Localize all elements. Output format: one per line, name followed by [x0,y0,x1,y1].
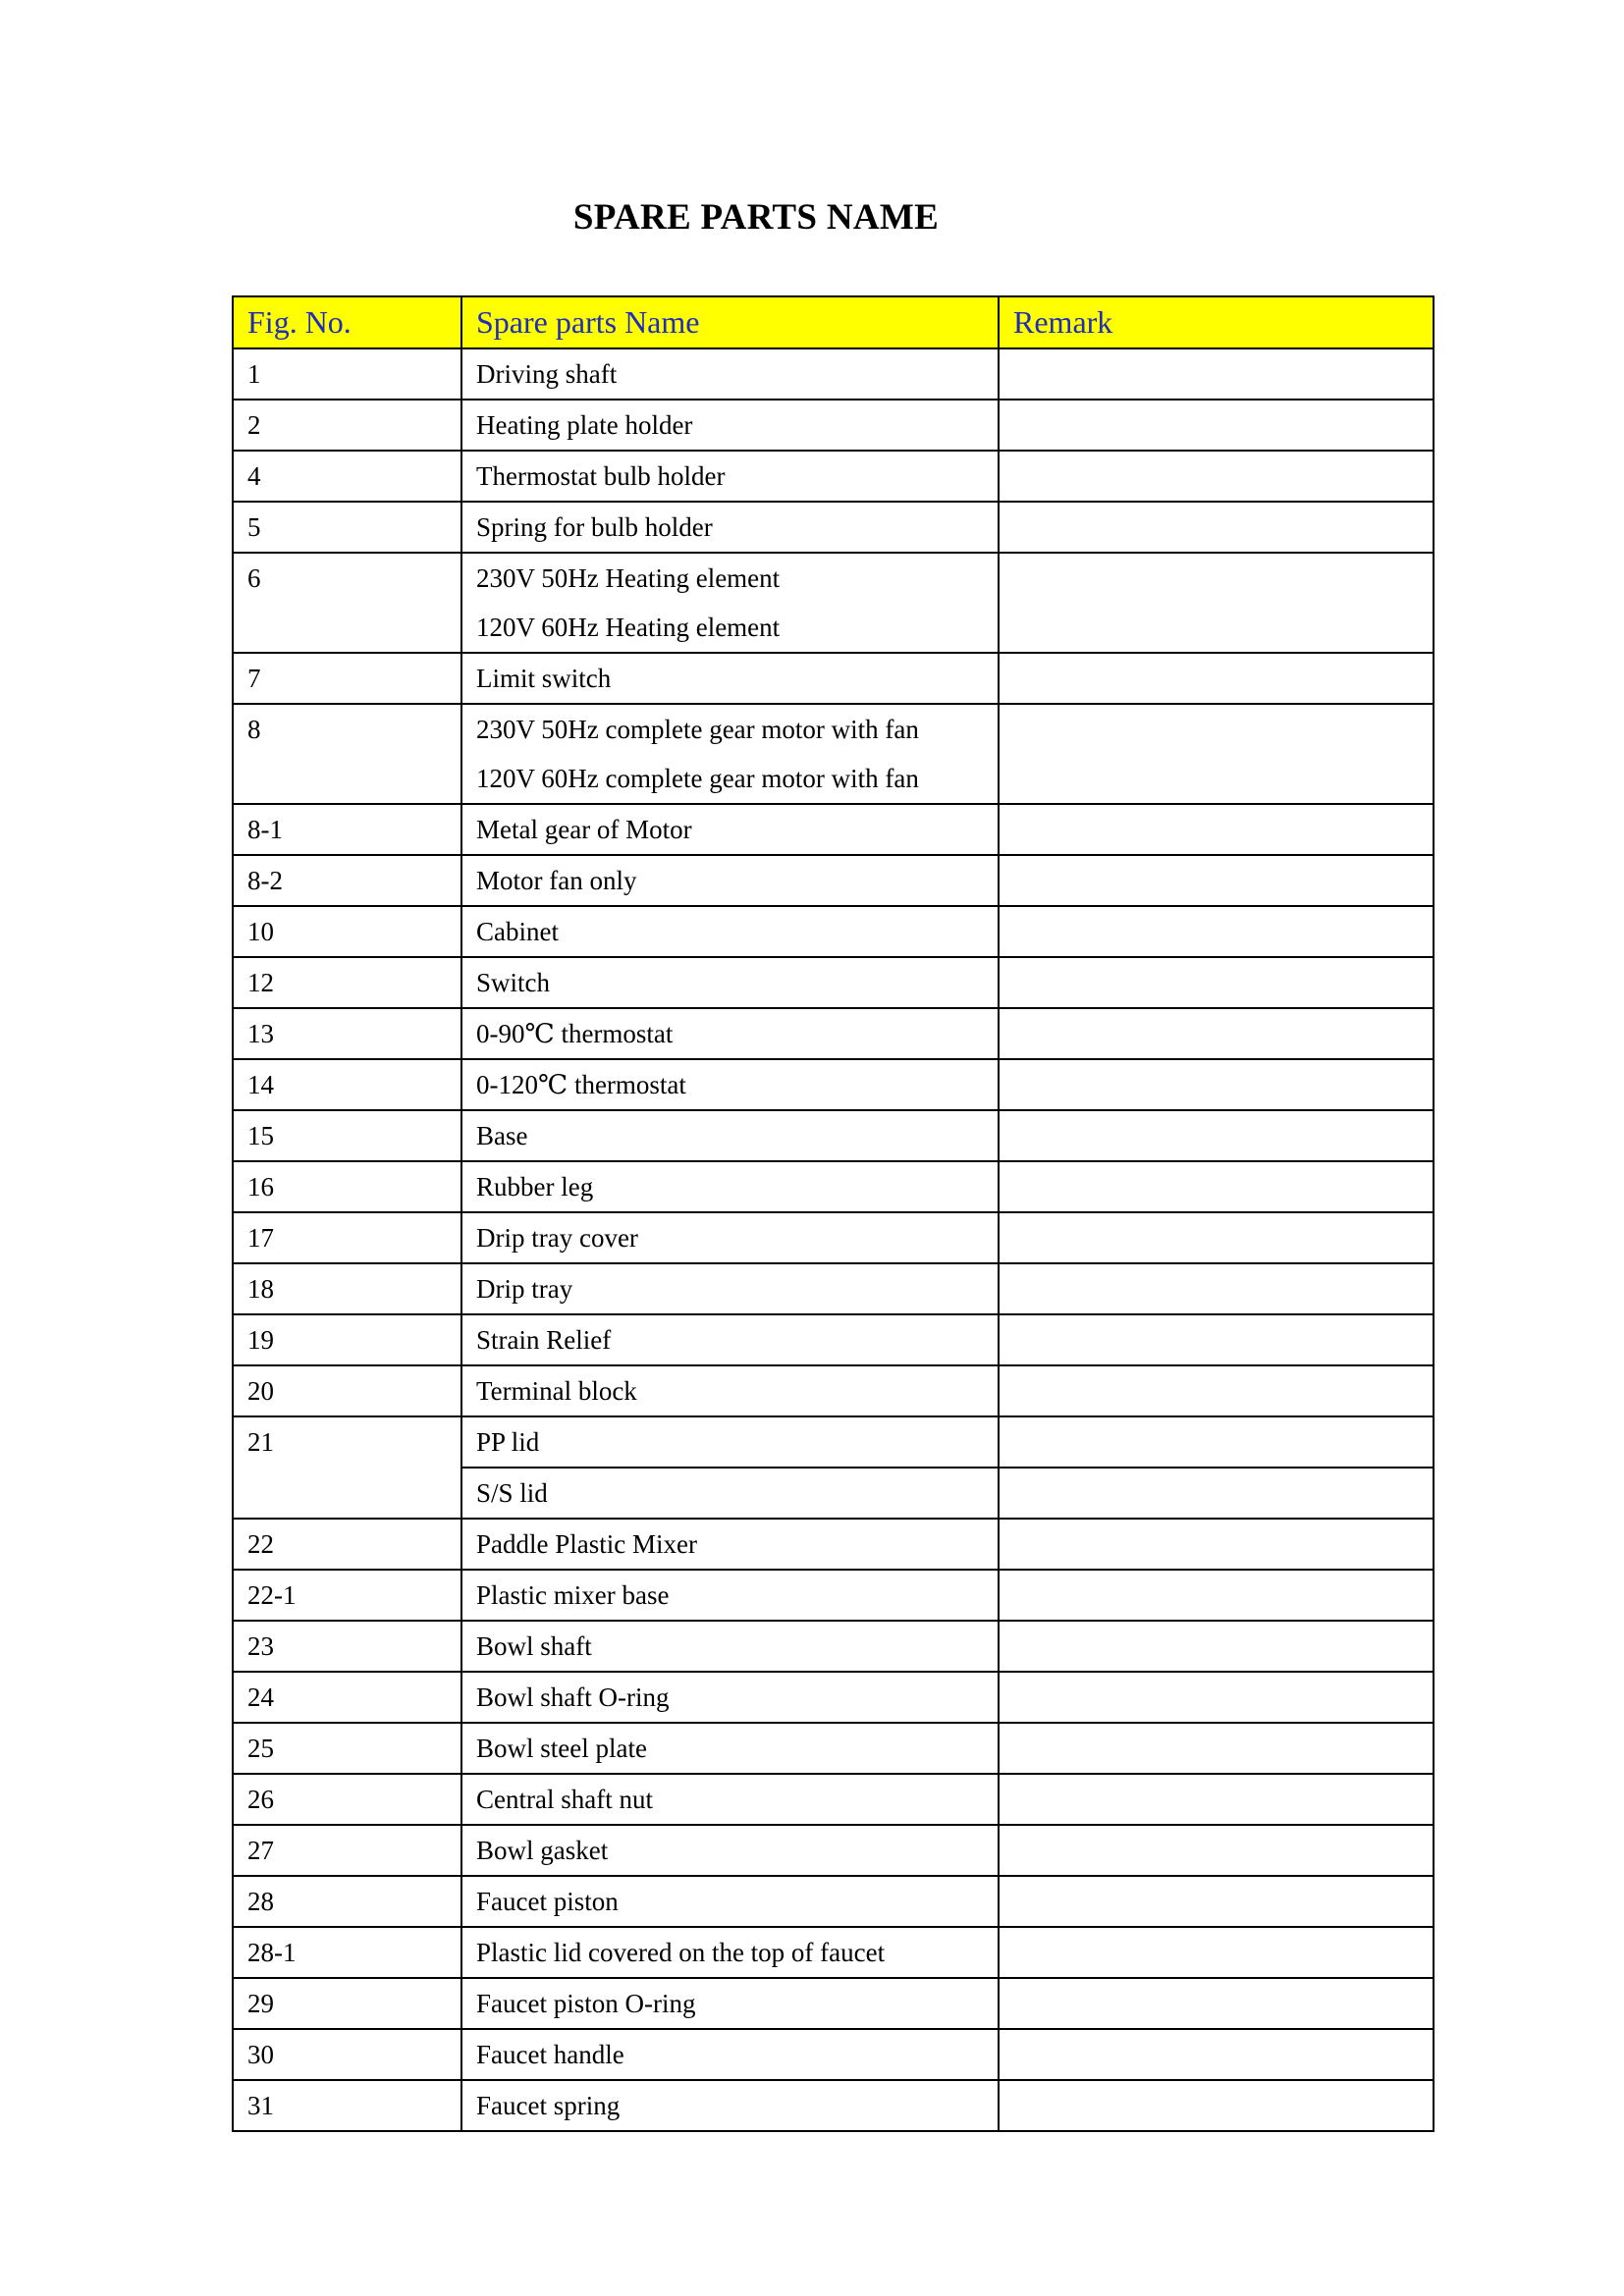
fig-no-cell: 22-1 [233,1570,461,1621]
fig-no-cell: 5 [233,502,461,553]
part-name-cell: Bowl shaft O-ring [461,1672,999,1723]
part-name-cell: Cabinet [461,906,999,957]
remark-cell [999,348,1434,400]
header-fig-no: Fig. No. [233,296,461,348]
table-row [233,957,1434,1008]
remark-cell [999,804,1434,855]
table-row [233,553,1434,653]
fig-no-cell: 14 [233,1059,461,1110]
fig-no-cell: 27 [233,1825,461,1876]
table-row [233,653,1434,704]
fig-no-cell: 8-2 [233,855,461,906]
part-name-cell: Motor fan only [461,855,999,906]
table-row [233,1876,1434,1927]
table-row [233,1672,1434,1723]
table-row [233,400,1434,451]
fig-no-cell: 20 [233,1365,461,1416]
remark-cell [999,1621,1434,1672]
table-row [233,1416,1434,1468]
part-name-cell: Drip tray [461,1263,999,1314]
table-row [233,1927,1434,1978]
remark-cell [999,906,1434,957]
page-title: SPARE PARTS NAME [572,197,940,238]
fig-no-cell: 28 [233,1876,461,1927]
fig-no-cell: 24 [233,1672,461,1723]
remark-cell [999,1570,1434,1621]
fig-no-cell: 13 [233,1008,461,1059]
remark-cell [999,1723,1434,1774]
table-row [233,1263,1434,1314]
table-row [233,704,1434,804]
remark-cell [999,653,1434,704]
part-name-cell: Thermostat bulb holder [461,451,999,502]
table-row [233,1570,1434,1621]
part-name-cell: Strain Relief [461,1314,999,1365]
part-name-cell: Plastic mixer base [461,1570,999,1621]
table-row [233,2080,1434,2131]
remark-cell [999,1825,1434,1876]
part-name-cell [461,704,999,804]
part-name-cell: Faucet spring [461,2080,999,2131]
part-name-cell: Switch [461,957,999,1008]
part-name-cell: Heating plate holder [461,400,999,451]
fig-no-cell: 10 [233,906,461,957]
part-name-cell: Base [461,1110,999,1161]
table-row [233,1059,1434,1110]
fig-no-cell: 1 [233,348,461,400]
remark-cell [999,451,1434,502]
part-name-cell: Rubber leg [461,1161,999,1212]
remark-cell [999,553,1434,653]
remark-cell [999,704,1434,804]
table-row [233,1519,1434,1570]
table-row [233,1110,1434,1161]
table-body [233,348,1434,2131]
table-header [233,296,1434,348]
fig-no-cell: 18 [233,1263,461,1314]
remark-cell [999,1161,1434,1212]
remark-cell [999,2080,1434,2131]
part-name-cell: Spring for bulb holder [461,502,999,553]
fig-no-cell: 22 [233,1519,461,1570]
fig-no-cell: 19 [233,1314,461,1365]
table-row [233,1365,1434,1416]
remark-cell [999,1263,1434,1314]
fig-no-cell: 30 [233,2029,461,2080]
table-row [233,348,1434,400]
table-row [233,1978,1434,2029]
table-row [233,906,1434,957]
part-name-cell: Bowl gasket [461,1825,999,1876]
remark-cell [999,1110,1434,1161]
remark-cell [999,1314,1434,1365]
table-row [233,804,1434,855]
remark-cell [999,1059,1434,1110]
table-row [233,1008,1434,1059]
part-name-cell: Bowl shaft [461,1621,999,1672]
fig-no-cell: 7 [233,653,461,704]
remark-cell [999,1927,1434,1978]
fig-no-cell: 29 [233,1978,461,2029]
remark-cell [999,1468,1434,1519]
part-name-cell [461,553,999,653]
fig-no-cell: 31 [233,2080,461,2131]
table-row [233,1621,1434,1672]
fig-no-cell: 12 [233,957,461,1008]
part-name-cell: Faucet handle [461,2029,999,2080]
remark-cell [999,855,1434,906]
remark-cell [999,957,1434,1008]
part-name-cell: PP lid [461,1416,999,1468]
part-name-cell: 0-120℃ thermostat [461,1059,999,1110]
part-name-cell: S/S lid [461,1468,999,1519]
header-remark: Remark [999,296,1434,348]
fig-no-cell: 6 [233,553,461,653]
part-name-cell: Bowl steel plate [461,1723,999,1774]
part-name-cell: Driving shaft [461,348,999,400]
remark-cell [999,1774,1434,1825]
table-row [233,1774,1434,1825]
part-name-cell: Drip tray cover [461,1212,999,1263]
part-name-cell: 0-90℃ thermostat [461,1008,999,1059]
table-row [233,1161,1434,1212]
table-row [233,1212,1434,1263]
remark-cell [999,1365,1434,1416]
part-name-line: 120V 60Hz Heating element [476,613,781,642]
fig-no-cell: 25 [233,1723,461,1774]
header-row [233,296,1434,348]
table-row [233,2029,1434,2080]
remark-cell [999,400,1434,451]
part-name-cell: Faucet piston [461,1876,999,1927]
part-name-cell: Metal gear of Motor [461,804,999,855]
fig-no-cell: 8 [233,704,461,804]
part-name-cell: Limit switch [461,653,999,704]
fig-no-cell: 4 [233,451,461,502]
fig-no-cell: 23 [233,1621,461,1672]
remark-cell [999,1978,1434,2029]
part-name-cell: Faucet piston O-ring [461,1978,999,2029]
fig-no-cell: 26 [233,1774,461,1825]
remark-cell [999,1212,1434,1263]
fig-no-cell: 21 [233,1416,461,1519]
part-name-line: 120V 60Hz complete gear motor with fan [476,764,919,793]
remark-cell [999,1519,1434,1570]
part-name-line: 230V 50Hz complete gear motor with fan [476,715,919,744]
fig-no-cell: 8-1 [233,804,461,855]
fig-no-cell: 15 [233,1110,461,1161]
remark-cell [999,1672,1434,1723]
fig-no-cell: 16 [233,1161,461,1212]
part-name-line: 230V 50Hz Heating element [476,563,781,593]
table-row [233,451,1434,502]
table-row [233,1825,1434,1876]
table-row [233,855,1434,906]
remark-cell [999,1416,1434,1468]
remark-cell [999,1008,1434,1059]
part-name-cell: Central shaft nut [461,1774,999,1825]
part-name-cell: Plastic lid covered on the top of faucet [461,1927,999,1978]
table-row [233,1723,1434,1774]
part-name-cell: Terminal block [461,1365,999,1416]
part-name-cell: Paddle Plastic Mixer [461,1519,999,1570]
table-row [233,502,1434,553]
spare-parts-table [232,295,1435,2132]
fig-no-cell: 17 [233,1212,461,1263]
fig-no-cell: 2 [233,400,461,451]
table-row [233,1314,1434,1365]
remark-cell [999,2029,1434,2080]
fig-no-cell: 28-1 [233,1927,461,1978]
remark-cell [999,1876,1434,1927]
remark-cell [999,502,1434,553]
header-spare-parts-name: Spare parts Name [461,296,999,348]
